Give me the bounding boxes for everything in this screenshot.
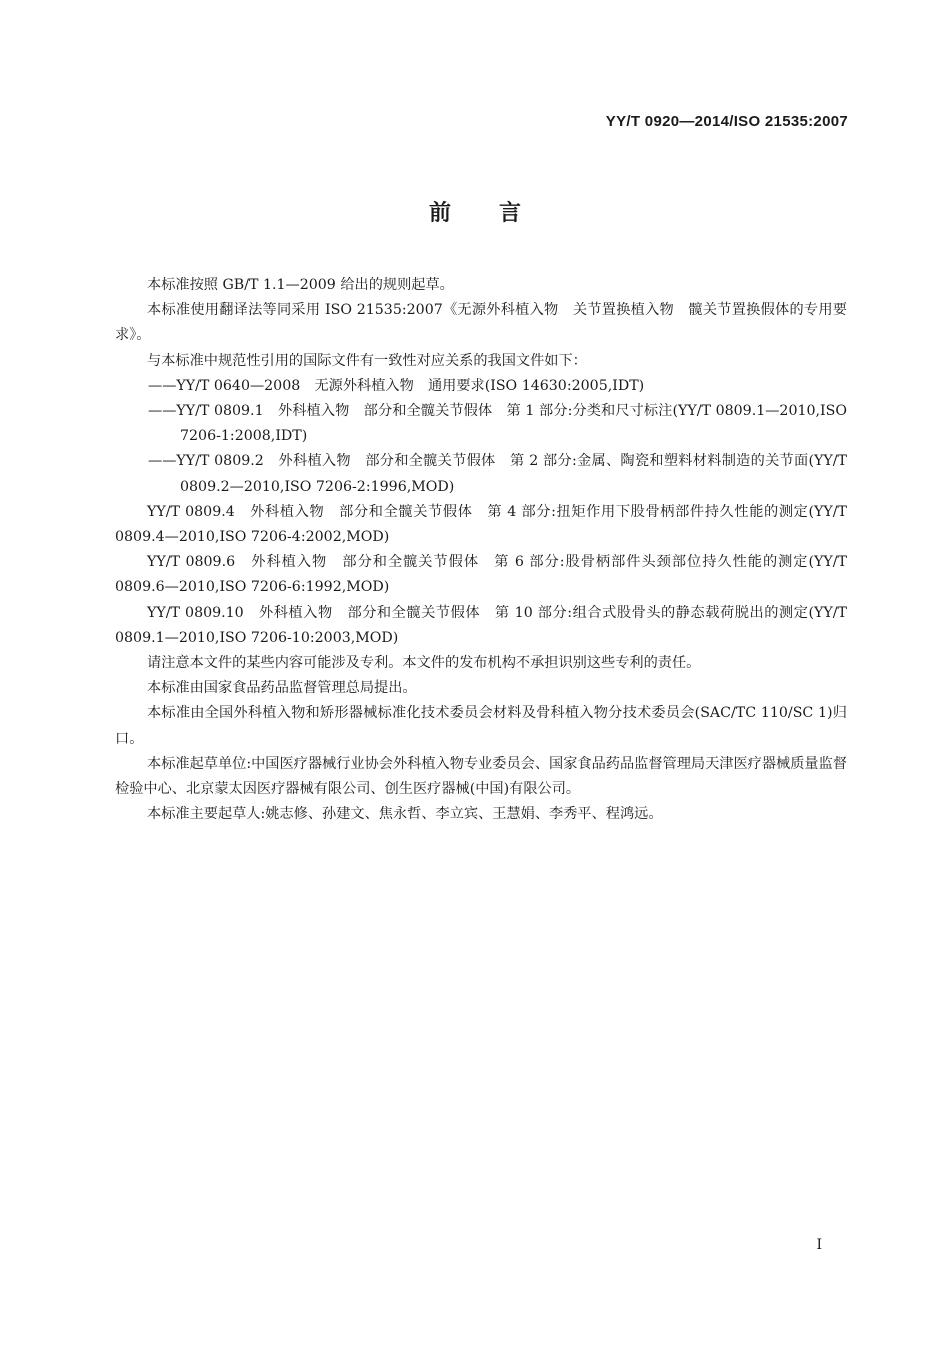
page-title: 前言 <box>428 201 569 226</box>
page-number: I <box>816 1237 822 1253</box>
paragraph-proposer: 本标准由国家食品药品监督管理总局提出。 <box>147 680 417 697</box>
reference-item-0809-1: ——YY/T 0809.1 外科植入物 部分和全髋关节假体 第 1 部分:分类和尺寸标注(YY/T 0809.1—2010,ISO 7206-1:2008,IDT) <box>148 403 847 445</box>
reference-item-0809-10: YY/T 0809.10 外科植入物 部分和全髋关节假体 第 10 部分:组合式股骨头的静态载荷脱出的测定(YY/T 0809.1—2010,ISO 7206-10:2003,MOD) <box>115 604 847 646</box>
reference-item-0809-2: ——YY/T 0809.2 外科植入物 部分和全髋关节假体 第 2 部分:金属、陶瓷和塑料材料制造的关节面(YY/T 0809.2—2010,ISO 7206-2:1996,MOD) <box>148 453 847 495</box>
foreword-body <box>115 273 847 827</box>
paragraph-drafters: 本标准主要起草人:姚志修、孙建文、焦永哲、李立宾、王慧娟、李秀平、程鸿远。 <box>147 806 663 823</box>
paragraph-patent-notice: 请注意本文件的某些内容可能涉及专利。本文件的发布机构不承担识别这些专利的责任。 <box>147 655 701 672</box>
paragraph-drafting-units: 本标准起草单位:中国医疗器械行业协会外科植入物专业委员会、国家食品药品监督管理局天津医疗器械质量监督检验中心、北京蒙太因医疗器械有限公司、创生医疗器械(中国)有限公司。 <box>115 755 847 798</box>
paragraph-committee: 本标准由全国外科植入物和矫形器械标准化技术委员会材料及骨科植入物分技术委员会(SAC/TC 110/SC 1)归口。 <box>115 705 847 747</box>
standard-code: YY/T 0920—2014/ISO 21535:2007 <box>605 113 848 130</box>
reference-item-0809-4: YY/T 0809.4 外科植入物 部分和全髋关节假体 第 4 部分:扭矩作用下股骨柄部件持久性能的测定(YY/T 0809.4—2010,ISO 7206-4:2002,MOD) <box>115 503 847 546</box>
reference-item-0640: ——YY/T 0640—2008 无源外科植入物 通用要求(ISO 14630:2005,IDT) <box>148 377 645 394</box>
reference-item-0809-6: YY/T 0809.6 外科植入物 部分和全髋关节假体 第 6 部分:股骨柄部件头颈部位持久性能的测定(YY/T 0809.6—2010,ISO 7206-6:1992,MOD) <box>115 554 847 596</box>
paragraph-drafting-rules: 本标准按照 GB/T 1.1—2009 给出的规则起草。 <box>147 277 454 293</box>
paragraph-adoption: 本标准使用翻译法等同采用 ISO 21535:2007《无源外科植入物 关节置换植入物 髋关节置换假体的专用要求》。 <box>115 302 847 344</box>
paragraph-reference-intro: 与本标准中规范性引用的国际文件有一致性对应关系的我国文件如下： <box>147 352 587 369</box>
